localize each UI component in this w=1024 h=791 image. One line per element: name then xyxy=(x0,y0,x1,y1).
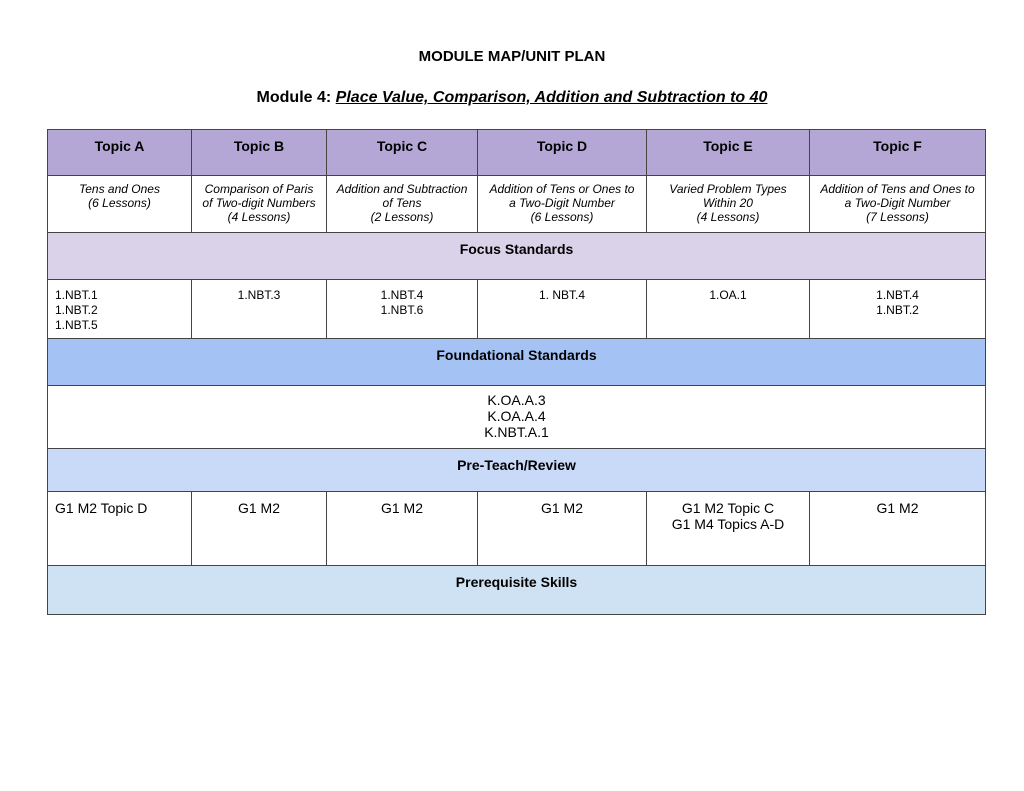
standard-code: 1.NBT.3 xyxy=(237,288,281,302)
description-line: Tens and Ones xyxy=(79,182,160,196)
topic-b-focus-standards xyxy=(192,280,327,339)
module-map-table xyxy=(47,129,986,615)
preteach-item: G1 M2 xyxy=(380,500,423,516)
foundational-standards-section xyxy=(48,339,986,386)
preteach-item: G1 M2 Topic C xyxy=(681,500,775,516)
description-line: Addition of Tens or Ones to xyxy=(489,182,635,196)
topic-c-header: Topic C xyxy=(327,130,478,176)
topic-b-header: Topic B xyxy=(192,130,327,176)
preteach-item: G1 M2 xyxy=(876,500,919,516)
module-name: Place Value, Comparison, Addition and Subtraction to 40 xyxy=(335,89,768,106)
standard-code: 1.NBT.1 xyxy=(55,288,98,302)
focus-standards-heading: Focus Standards xyxy=(48,233,986,280)
topic-e-preteach xyxy=(647,492,810,566)
preteach-review-section xyxy=(48,449,986,492)
topic-c-description xyxy=(327,176,478,233)
description-line: Addition and Subtraction xyxy=(336,182,468,196)
standard-code: 1.NBT.5 xyxy=(55,318,98,332)
preteach-item: G1 M4 Topics A-D xyxy=(671,516,785,532)
topic-c-focus-standards xyxy=(327,280,478,339)
focus-standards-section xyxy=(48,233,986,280)
description-line: of Two-digit Numbers xyxy=(202,196,316,210)
preteach-item: G1 M2 Topic D xyxy=(55,500,148,516)
description-line: (2 Lessons) xyxy=(370,210,434,224)
topic-e-description xyxy=(647,176,810,233)
topic-b-description xyxy=(192,176,327,233)
topic-e-focus-standards xyxy=(647,280,810,339)
module-heading xyxy=(0,89,1024,107)
topic-d-header: Topic D xyxy=(478,130,647,176)
description-line: (4 Lessons) xyxy=(227,210,291,224)
standard-code: 1.NBT.6 xyxy=(380,303,424,317)
preteach-review-row xyxy=(48,492,986,566)
description-line: (4 Lessons) xyxy=(696,210,760,224)
topic-a-header: Topic A xyxy=(48,130,192,176)
preteach-item: G1 M2 xyxy=(237,500,280,516)
foundational-standards-row xyxy=(48,386,986,449)
topic-f-preteach xyxy=(810,492,986,566)
description-line: Addition of Tens and Ones to xyxy=(820,182,975,196)
topic-a-preteach xyxy=(48,492,192,566)
standard-code: 1.NBT.4 xyxy=(876,288,919,302)
description-line: (6 Lessons) xyxy=(530,210,594,224)
focus-standards-row xyxy=(48,280,986,339)
topic-c-preteach xyxy=(327,492,478,566)
description-line: Varied Problem Types xyxy=(669,182,787,196)
topic-e-header: Topic E xyxy=(647,130,810,176)
standard-code: 1.OA.1 xyxy=(709,288,747,302)
topic-a-focus-standards xyxy=(48,280,192,339)
topic-b-preteach xyxy=(192,492,327,566)
topic-description-row xyxy=(48,176,986,233)
description-line: Within 20 xyxy=(703,196,753,210)
description-line: a Two-Digit Number xyxy=(509,196,615,210)
preteach-review-heading: Pre-Teach/Review xyxy=(48,449,986,492)
prerequisite-skills-heading: Prerequisite Skills xyxy=(48,566,986,615)
foundational-standards-list xyxy=(48,386,986,449)
topic-f-focus-standards xyxy=(810,280,986,339)
standard-code: K.OA.A.3 xyxy=(487,392,546,408)
module-prefix: Module 4: xyxy=(256,89,332,106)
description-line: (6 Lessons) xyxy=(88,196,151,210)
standard-code: 1. NBT.4 xyxy=(538,288,586,302)
prerequisite-skills-section xyxy=(48,566,986,615)
topic-header-row xyxy=(48,130,986,176)
topic-d-preteach xyxy=(478,492,647,566)
standard-code: K.OA.A.4 xyxy=(487,408,546,424)
foundational-standards-heading: Foundational Standards xyxy=(48,339,986,386)
standard-code: K.NBT.A.1 xyxy=(484,424,549,440)
description-line: (7 Lessons) xyxy=(866,210,929,224)
preteach-item: G1 M2 xyxy=(540,500,583,516)
description-line: Comparison of Paris xyxy=(204,182,314,196)
standard-code: 1.NBT.2 xyxy=(876,303,919,317)
topic-f-description xyxy=(810,176,986,233)
page-title: MODULE MAP/UNIT PLAN xyxy=(418,48,606,65)
topic-a-description xyxy=(48,176,192,233)
standard-code: 1.NBT.2 xyxy=(55,303,98,317)
description-line: a Two-Digit Number xyxy=(844,196,951,210)
topic-d-description xyxy=(478,176,647,233)
standard-code: 1.NBT.4 xyxy=(380,288,424,302)
topic-f-header: Topic F xyxy=(810,130,986,176)
topic-d-focus-standards xyxy=(478,280,647,339)
description-line: of Tens xyxy=(382,196,422,210)
